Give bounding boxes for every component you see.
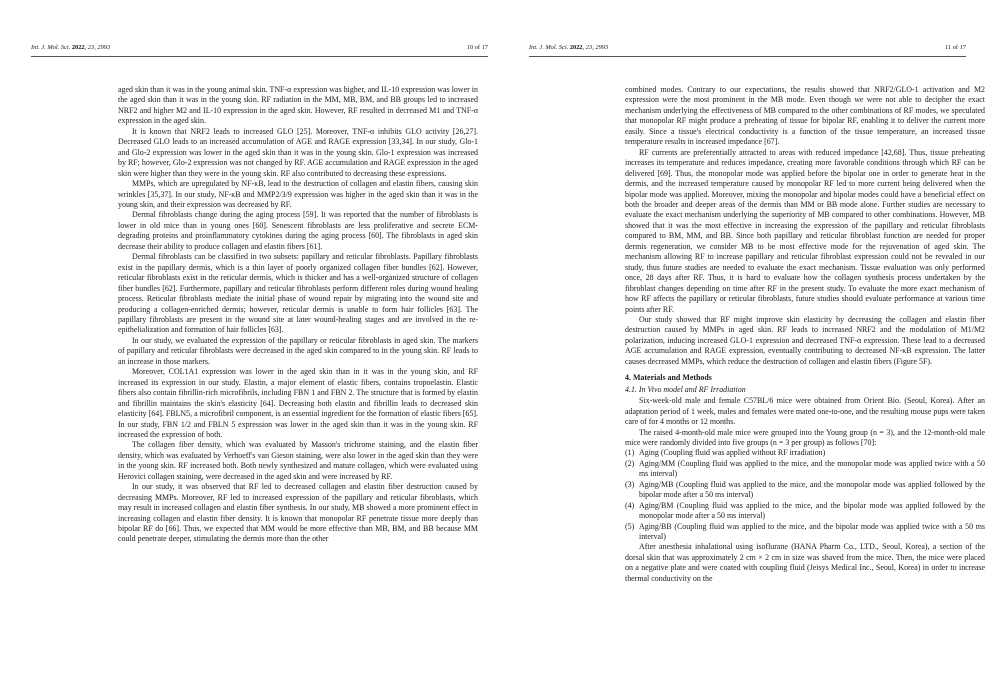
list-number: (4) [625, 500, 635, 510]
page-number: 10 of 17 [466, 44, 488, 51]
subsection-title: 4.1. In Vivo model and RF Irradiation [625, 384, 746, 394]
paragraph: After anesthesia inhalational using isoflurane (HANA Pharm Co., LTD., Seoul, Korea), a section of the dorsal skin that was approximately 2 cm × 2 cm in size was shaved from the mice. Then, the mice were placed on a negative plate and were coated with coupling fluid (Jeisys Medical Inc., Seoul, Korea) in order to increase thermal conductivity on the [625, 542, 985, 583]
paragraph: Six-week-old male and female C57BL/6 mice were obtained from Orient Bio. (Seoul, Korea). After an adaptation period of 1 week, males and females were mated one-to-one, and the resulting mouse pups were taken care of for 4 months or 12 months. [625, 396, 985, 427]
page-body [118, 85, 478, 545]
paragraph: MMPs, which are upregulated by NF-κB, lead to the destruction of collagen and elastin fibers, causing skin wrinkles [35,37]. In our study, NF-κB and MMP2/3/9 expression was higher in the aged skin than it was in the young skin, and their expression was decreased by RF. [118, 179, 478, 209]
journal-citation: Int. J. Mol. Sci. 2022, 23, 2993 [31, 44, 111, 51]
list-number: (3) [625, 479, 635, 489]
list-text: Aging (Coupling fluid was applied without RF irradiation) [639, 448, 826, 458]
paragraph: Dermal fibroblasts change during the aging process [59]. It was reported that the number of fibroblasts is lower in old mice than in young ones [60]. Senescent fibroblasts are less proliferative and secrete ECM-degrading proteins and proinflammatory cytokines during the aging process [60]. The fibroblasts in aged skin decrease their ability to produce collagen and elastin fibers [61]. [118, 210, 478, 251]
list-item [625, 448, 985, 458]
paragraph: In our study, we evaluated the expression of the papillary or reticular fibroblasts in aged skin. The markers of papillary and reticular fibroblasts were decreased in the aged skin compared to in the young skin. RF leads to an increase in those markers. [118, 335, 478, 366]
list-item [625, 501, 985, 522]
paragraph: Dermal fibroblasts can be classified in two subsets: papillary and reticular fibroblasts. Papillary fibroblasts exist in the papillary dermis, which is a thin layer of poorly organized collagen fiber bundles [62]. However, reticular fibroblasts exist in the reticular dermis, which is thicker and has a well-organized structure of collagen fiber bundles [62]. Furthermore, papillary and reticular fibroblasts perform different roles during wound healing process. Reticular fibroblasts mediate the initial phase of wound repair by migrating into the wound site and producing a collagen-enriched dermis; however, reticular dermis is unable to form hair follicles [63]. The papillary fibroblasts are present in the wound site at later wound-healing stages and are involved in the re-epithelialization and formation of hair follicles [63]. [118, 252, 478, 335]
list-text: Aging/MM (Coupling fluid was applied to the mice, and the monopolar mode was applied twice with a 50 ms interval) [639, 458, 985, 479]
paragraph: The raised 4-month-old male mice were grouped into the Young group (n = 3), and the 12-month-old male mice were randomly divided into five groups (n = 3 per group) as follows [70]: [625, 427, 985, 447]
header-rule [31, 56, 488, 57]
list-text: Aging/BM (Coupling fluid was applied to the mice, and the bipolar mode was applied followed by the monopolar mode after a 50 ms interval) [639, 500, 985, 521]
page-number: 11 of 17 [944, 44, 966, 51]
list-number: (2) [625, 458, 635, 468]
list-item [625, 459, 985, 480]
group-list [625, 448, 985, 542]
paragraph: In our study, it was observed that RF led to decreased collagen and elastin fiber destruction caused by decreasing MMPs. Moreover, RF led to increased expression of the papillary and reticular fibroblasts, which may result in increased collagen and elastin fiber synthesis. In our study, MB showed a more prominent effect in increasing collagen and elastin fiber density. It is known that monopolar RF penetrate tissue more deeply than bipolar RF do [66]. Thus, we expected that MM would be more effective than MB, BM, and BB because MM could penetrate deeper, stimulating the dermis more than the other [118, 482, 478, 544]
list-item [625, 480, 985, 501]
paragraph: Moreover, COL1A1 expression was lower in the aged skin than in it was in the young skin, and RF increased its expression in our study. Elastin, a major element of elastic fibers, contains tropoelastin. Elastic fibers also contain fibrillin-rich microfibrils, including FBN 1 and FBN 2. The structure that is formed by elastin and fibrillin maintains the skin's elasticity [64]. Decreasing both elastin and fibrillin leads to decreased skin elasticity [64]. FBLN5, a microfibril component, is an essential ingredient for the formation of elastic fibers [65]. In our study, FBN 1/2 and FBLN 5 expression was lower in the aged skin than it was in the young skin. RF increased the expression of both. [118, 367, 478, 439]
page-header [529, 42, 966, 54]
page-right [500, 0, 1000, 700]
list-text: Aging/MB (Coupling fluid was applied to the mice, and the monopolar mode was applied followed by the bipolar mode after a 50 ms interval) [639, 479, 985, 500]
list-number: (5) [625, 521, 635, 531]
paragraph: The collagen fiber density, which was evaluated by Masson's trichrome staining, and the elastin fiber density, which was evaluated by Verhoeff's van Gieson staining, were also lower in the aged skin than they were in the young skin. RF increased both. Both newly synthesized and mature collagen, which were evaluated using Herovici collagen staining, were decreased in the aged skin and were increased by RF. [118, 440, 478, 481]
header-rule [529, 56, 966, 57]
paragraph: RF currents are preferentially attracted to areas with reduced impedance [42,68]. Thus, tissue preheating increases its temperature and reduces impedance, creating more favorable conditions through which RF can be delivered [69]. Thus, the monopolar mode was applied before the bipolar one in order to generate heat in the dermis, and the increased temperature caused by monopolar RF led to more current being delivered when the bipolar mode was applied. Moreover, mixing the monopolar and bipolar modes could have a beneficial effect on both the broader and deeper areas of the dermis than MM or BB mode alone. Further studies are necessary to evaluate the exact mechanism underlying the superiority of MB compared to other combinations. However, MB showed that it was the most effective in increasing the expression of the papillary and reticular fibroblasts compared to BM, MM, and BB. Since both papillary and reticular fibroblast function are needed for proper dermis regeneration, we consider MB to be most effective mode for the rejuvenation of aged skin. The mechanism allowing RF to increase papillary and reticular fibroblast expression could not be revealed in our study, thus future studies are needed to evaluate the exact mechanism. Tissue evaluation was only performed once, 28 days after RF. Thus, it is hard to evaluate how the collagen synthesis process undertaken by the fibroblast changes depending on time after RF in the present study. To evaluate the more exact mechanism of how RF affects the papillary or reticular fibroblasts, future studies should evaluate performance at various time points after RF. [625, 147, 985, 314]
list-item [625, 522, 985, 543]
paragraph: Our study showed that RF might improve skin elasticity by decreasing the collagen and elastin fiber destruction caused by MMPs in aged skin. RF leads to increased NRF2 and the modulation of M1/M2 polarization, inducing increased GLO-1 expression and decreased TNF-α expression. These lead to a decreased AGE accumulation and RAGE expression, eventually contributing to decreased NF-κB expression. The latter causes decreased MMPs, which reduce the destruction of collagen and elastin fibers (Figure 5F). [625, 314, 985, 366]
paragraph: combined modes. Contrary to our expectations, the results showed that NRF2/GLO-1 activation and M2 expression were the most prominent in the MB mode. Even though we were not able to decipher the exact mechanism underlying the effectiveness of MB compared to the other combinations of RF modes, we speculated that monopolar RF might produce a preheating of tissue for bipolar RF, enabling it to deliver the current more easily. Since a tissue's electrical conductivity is a function of the tissue temperature, an increased tissue temperature results in increased impedance [67]. [625, 85, 985, 147]
journal-citation: Int. J. Mol. Sci. 2022, 23, 2993 [529, 44, 609, 51]
list-number: (1) [625, 448, 635, 458]
page-body [625, 85, 985, 584]
section-title: 4. Materials and Methods [625, 373, 712, 383]
list-text: Aging/BB (Coupling fluid was applied to the mice, and the bipolar mode was applied twice with a 50 ms interval) [639, 521, 985, 542]
paragraph: It is known that NRF2 leads to increased GLO [25]. Moreover, TNF-α inhibits GLO activity [26,27]. Decreased GLO leads to an increased accumulation of AGE and RAGE expression [33,34]. In our study, Glo-1 and Glo-2 expression was lower in the aged skin than it was in the young skin. Glo-1 expression was increased by RF; however, Glo-2 expression was not changed by RF. AGE accumulation and RAGE expression in the aged skin were higher than they were in the young skin. RF also contributed to decreasing these expressions. [118, 126, 478, 178]
paragraph: aged skin than it was in the young animal skin. TNF-α expression was higher, and IL-10 expression was lower in the aged skin than it was in the young skin. RF radiation in the MM, MB, BM, and BB groups led to increased NRF2 and higher M2 and IL-10 expression in the aged skin. However, RF resulted in decreased M1 and TNF-α expression in the aged skin. [118, 85, 478, 126]
page-header [31, 42, 488, 54]
